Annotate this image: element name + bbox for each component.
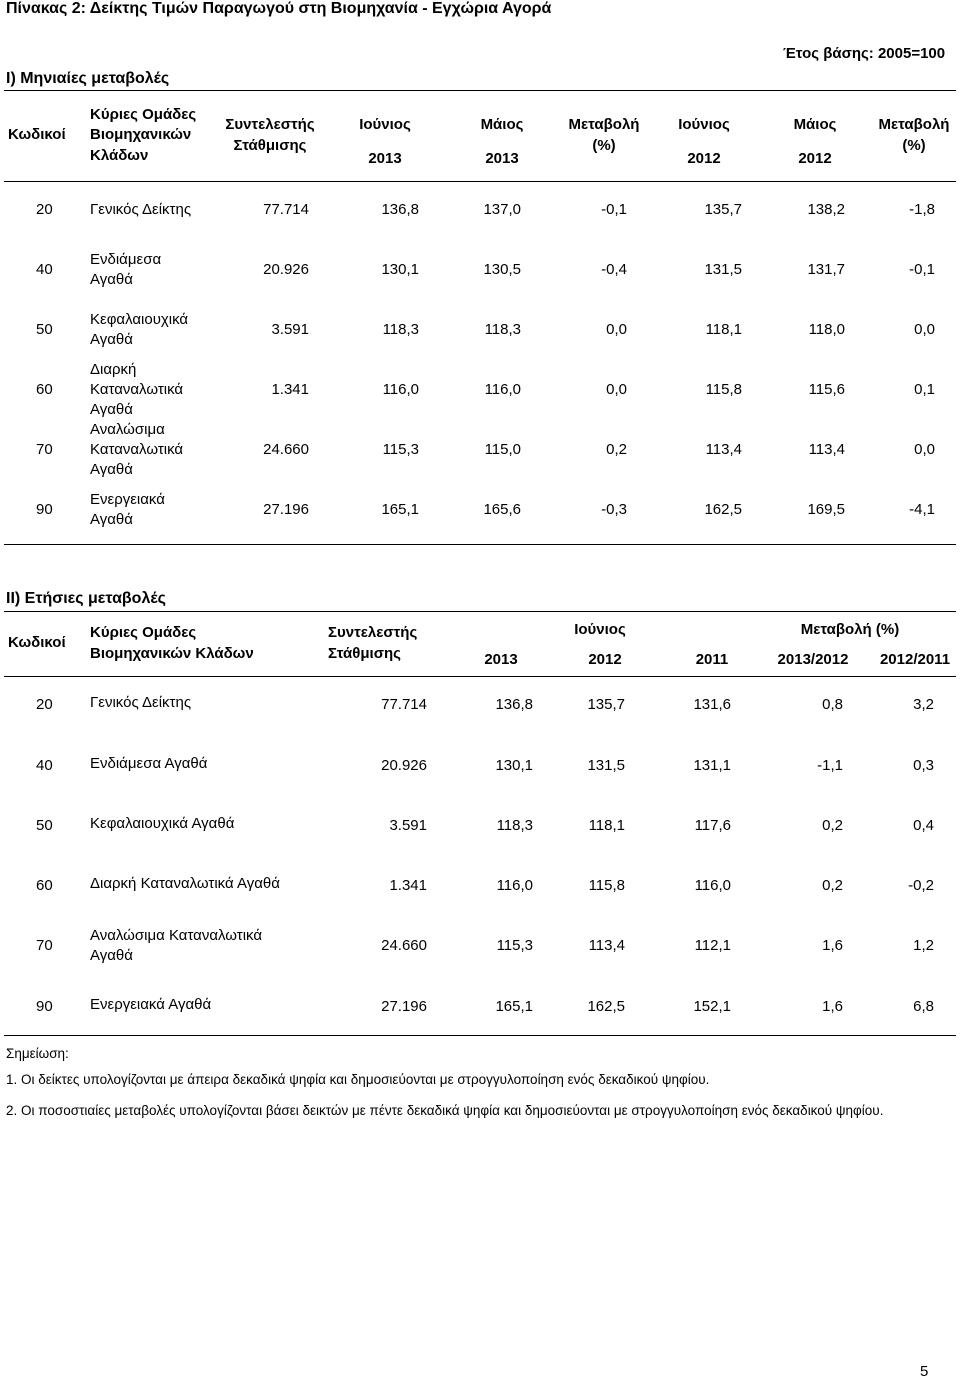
- row-name: Κεφαλαιουχικά Αγαθά: [90, 815, 235, 832]
- row-name: Ενδιάμεσα Αγαθά: [90, 755, 208, 772]
- row-may12: 131,7: [807, 261, 845, 278]
- header-jun13-year: 2013: [368, 150, 402, 167]
- header-jun12-year: 2012: [687, 150, 721, 167]
- row-name: Γενικός Δείκτης: [90, 694, 192, 711]
- row-may13: 118,3: [484, 321, 521, 338]
- row-c1: 1,6: [822, 998, 843, 1015]
- row-c1: 0,2: [822, 877, 843, 894]
- row-y2011: 117,6: [694, 817, 731, 834]
- row-y2013: 115,3: [496, 937, 533, 954]
- header-y2012: 2012: [588, 651, 622, 668]
- page-title: Πίνακας 2: Δείκτης Τιμών Παραγωγού στη Βιομηχανία - Εγχώρια Αγορά: [6, 0, 552, 17]
- row-jun13: 118,3: [382, 321, 419, 338]
- row-y2012: 118,1: [588, 817, 625, 834]
- row-chg1: 0,0: [606, 321, 627, 338]
- row-y2011: 152,1: [693, 998, 731, 1015]
- header-weight-l2: Στάθμισης: [233, 137, 307, 154]
- header-groups-l1: Κύριες Ομάδες: [90, 106, 197, 123]
- row-may13: 165,6: [483, 501, 521, 518]
- row-name: Αγαθά: [90, 947, 133, 964]
- row-may13: 116,0: [484, 381, 521, 398]
- row-name: Κεφαλαιουχικά: [90, 311, 189, 328]
- row-code: 60: [36, 381, 53, 398]
- header-groups-l1: Κύριες Ομάδες: [90, 624, 197, 641]
- header-jun13-month: Ιούνιος: [359, 116, 411, 133]
- header-weight-l1: Συντελεστής: [328, 624, 418, 641]
- header-may13-month: Μάιος: [480, 116, 524, 133]
- row-y2012: 131,5: [587, 757, 625, 774]
- row-c2: 1,2: [913, 937, 934, 954]
- row-weight: 20.926: [263, 261, 309, 278]
- row-code: 40: [36, 757, 53, 774]
- page-number: 5: [920, 1363, 929, 1380]
- row-name: Αγαθά: [90, 401, 133, 418]
- row-chg2: 0,1: [914, 381, 935, 398]
- row-code: 20: [36, 201, 53, 218]
- row-weight: 24.660: [263, 441, 309, 458]
- row-c1: -1,1: [817, 757, 843, 774]
- row-chg1: 0,2: [606, 441, 627, 458]
- row-code: 50: [36, 321, 53, 338]
- header-may12-year: 2012: [798, 150, 832, 167]
- row-weight: 27.196: [381, 998, 427, 1015]
- row-code: 40: [36, 261, 53, 278]
- row-chg1: -0,3: [601, 501, 627, 518]
- row-chg1: -0,1: [601, 201, 627, 218]
- header-groups-l2: Βιομηχανικών: [90, 126, 192, 143]
- row-jun12: 115,8: [705, 381, 742, 398]
- row-chg1: 0,0: [606, 381, 627, 398]
- row-weight: 3.591: [389, 817, 427, 834]
- row-name: Ενεργειακά Αγαθά: [90, 996, 212, 1013]
- row-y2012: 162,5: [587, 998, 625, 1015]
- row-name: Αναλώσιμα Καταναλωτικά: [90, 927, 263, 944]
- header-weight-l2: Στάθμισης: [328, 645, 401, 662]
- row-code: 70: [36, 441, 53, 458]
- row-may13: 115,0: [484, 441, 521, 458]
- row-jun12: 118,1: [705, 321, 742, 338]
- row-name: Αγαθά: [90, 461, 133, 478]
- row-y2012: 135,7: [587, 696, 625, 713]
- header-change2-l1: Μεταβολή: [878, 116, 950, 133]
- header-weight-l1: Συντελεστής: [225, 116, 315, 133]
- row-name: Γενικός Δείκτης: [90, 201, 192, 218]
- row-y2013: 130,1: [495, 757, 533, 774]
- row-y2011: 131,1: [693, 757, 731, 774]
- row-weight: 24.660: [381, 937, 427, 954]
- row-may12: 169,5: [807, 501, 845, 518]
- row-may12: 113,4: [808, 441, 845, 458]
- row-y2012: 115,8: [588, 877, 625, 894]
- row-weight: 20.926: [381, 757, 427, 774]
- row-y2013: 116,0: [496, 877, 533, 894]
- row-weight: 77.714: [381, 696, 427, 713]
- row-name: Αναλώσιμα: [90, 421, 165, 438]
- row-c2: 0,4: [913, 817, 934, 834]
- row-chg2: 0,0: [914, 321, 935, 338]
- header-jun12-month: Ιούνιος: [678, 116, 730, 133]
- base-year: Έτος βάσης: 2005=100: [783, 45, 946, 62]
- row-name: Καταναλωτικά: [90, 381, 184, 398]
- header-codes: Κωδικοί: [8, 126, 66, 143]
- row-y2013: 118,3: [496, 817, 533, 834]
- row-name: Αγαθά: [90, 331, 133, 348]
- header-y2011: 2011: [695, 651, 729, 668]
- row-jun13: 136,8: [381, 201, 419, 218]
- row-may12: 115,6: [808, 381, 845, 398]
- row-may12: 118,0: [808, 321, 845, 338]
- row-jun13: 115,3: [382, 441, 419, 458]
- header-may12-month: Μάιος: [793, 116, 837, 133]
- row-code: 90: [36, 998, 53, 1015]
- row-name: Καταναλωτικά: [90, 441, 184, 458]
- row-y2012: 113,4: [588, 937, 625, 954]
- header-codes: Κωδικοί: [8, 634, 66, 651]
- row-name: Αγαθά: [90, 511, 133, 528]
- header-change: Μεταβολή (%): [800, 621, 900, 638]
- header-june: Ιούνιος: [574, 621, 626, 638]
- row-chg2: -4,1: [909, 501, 935, 518]
- row-weight: 77.714: [263, 201, 309, 218]
- row-jun12: 131,5: [704, 261, 742, 278]
- row-code: 70: [36, 937, 53, 954]
- row-jun12: 135,7: [704, 201, 742, 218]
- row-may13: 130,5: [483, 261, 521, 278]
- annual-section-title: ΙΙ) Ετήσιες μεταβολές: [6, 590, 166, 607]
- row-jun12: 113,4: [705, 441, 742, 458]
- monthly-section-title: Ι) Μηνιαίες μεταβολές: [6, 70, 170, 87]
- row-code: 60: [36, 877, 53, 894]
- row-chg2: 0,0: [914, 441, 935, 458]
- row-name: Διαρκή Καταναλωτικά Αγαθά: [90, 875, 280, 892]
- row-may13: 137,0: [483, 201, 521, 218]
- header-may13-year: 2013: [485, 150, 519, 167]
- row-c2: 6,8: [913, 998, 934, 1015]
- row-chg2: -1,8: [909, 201, 935, 218]
- header-change1-l1: Μεταβολή: [568, 116, 640, 133]
- row-c2: -0,2: [908, 877, 934, 894]
- header-change2-l2: (%): [902, 137, 926, 154]
- note-2: 2. Οι ποσοστιαίες μεταβολές υπολογίζονται βάσει δεικτών με πέντε δεκαδικά ψηφία και δημοσιεύονται με στρογγυλοποίηση ενός δεκαδικού ψηφίου.: [6, 1103, 884, 1118]
- row-chg2: -0,1: [909, 261, 935, 278]
- notes-heading: Σημείωση:: [6, 1046, 69, 1061]
- row-name: Αγαθά: [90, 271, 133, 288]
- row-code: 50: [36, 817, 53, 834]
- row-jun12: 162,5: [704, 501, 742, 518]
- row-jun13: 130,1: [381, 261, 419, 278]
- note-1: 1. Οι δείκτες υπολογίζονται με άπειρα δεκαδικά ψηφία και δημοσιεύονται με στρογγυλοποίηση ενός δεκαδικού ψηφίου.: [6, 1072, 710, 1087]
- row-c2: 0,3: [913, 757, 934, 774]
- row-code: 90: [36, 501, 53, 518]
- row-c1: 1,6: [822, 937, 843, 954]
- header-groups-l3: Κλάδων: [90, 147, 149, 164]
- row-name: Ενεργειακά: [90, 491, 165, 508]
- row-weight: 1.341: [271, 381, 309, 398]
- row-chg1: -0,4: [601, 261, 627, 278]
- row-c1: 0,8: [822, 696, 843, 713]
- row-y2011: 116,0: [694, 877, 731, 894]
- header-groups-l2: Βιομηχανικών Κλάδων: [90, 645, 254, 662]
- header-c1: 2013/2012: [777, 651, 849, 668]
- row-name: Διαρκή: [90, 361, 137, 378]
- row-y2013: 136,8: [495, 696, 533, 713]
- row-weight: 3.591: [271, 321, 309, 338]
- row-y2013: 165,1: [495, 998, 533, 1015]
- row-code: 20: [36, 696, 53, 713]
- header-y2013: 2013: [484, 651, 518, 668]
- row-y2011: 131,6: [693, 696, 731, 713]
- annual-bottom-rule: [4, 1035, 956, 1036]
- header-change1-l2: (%): [592, 137, 616, 154]
- row-c1: 0,2: [822, 817, 843, 834]
- row-jun13: 165,1: [381, 501, 419, 518]
- row-y2011: 112,1: [694, 937, 731, 954]
- row-weight: 27.196: [263, 501, 309, 518]
- row-name: Ενδιάμεσα: [90, 251, 162, 268]
- row-jun13: 116,0: [382, 381, 419, 398]
- row-may12: 138,2: [807, 201, 845, 218]
- row-weight: 1.341: [389, 877, 427, 894]
- row-c2: 3,2: [913, 696, 934, 713]
- header-c2: 2012/2011: [879, 651, 951, 668]
